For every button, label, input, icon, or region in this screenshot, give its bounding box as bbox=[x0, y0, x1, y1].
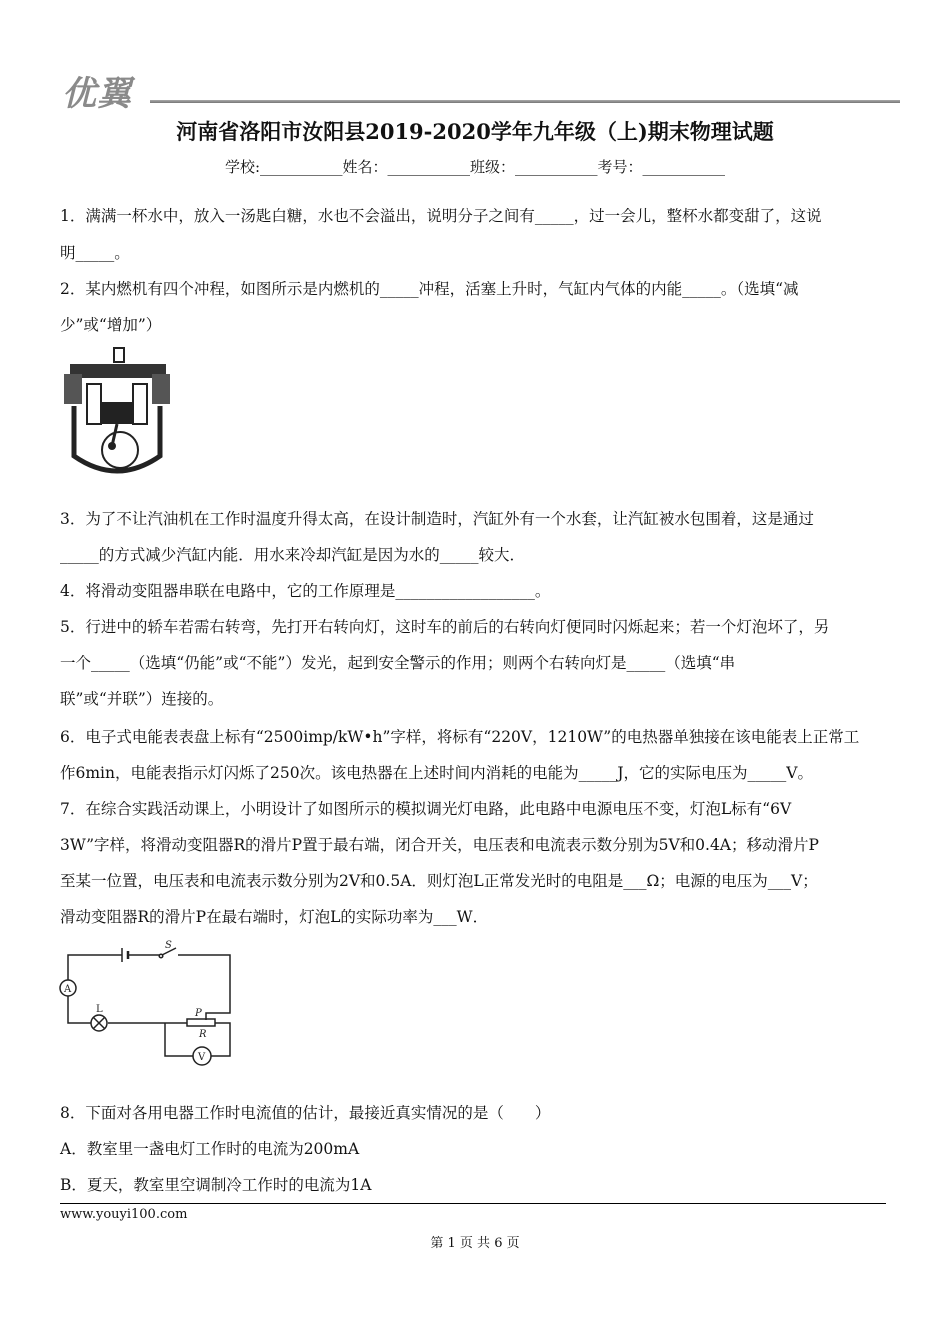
question-line: 4．将滑动变阻器串联在电路中，它的工作原理是__________________。 bbox=[60, 582, 551, 600]
lamp-label: L bbox=[96, 1004, 103, 1015]
question-line: 6．电子式电能表表盘上标有“2500imp/kW•h”字样，将标有“220V，1210W”的电热器单独接在该电能表上正常工 bbox=[60, 728, 860, 746]
voltmeter-label: V bbox=[198, 1052, 206, 1063]
option-line: B．夏天，教室里空调制冷工作时的电流为1A bbox=[60, 1176, 372, 1194]
question-line: 滑动变阻器R的滑片P在最右端时，灯泡L的实际功率为___W． bbox=[60, 908, 489, 926]
logo: 优翼 bbox=[62, 74, 132, 114]
engine-diagram bbox=[62, 346, 172, 480]
header-divider bbox=[150, 100, 900, 103]
question-line: 作6min，电能表指示灯闪烁了250次。该电热器在上述时间内消耗的电能为_____J，它的实际电压为_____V。 bbox=[60, 764, 813, 782]
page-title: 河南省洛阳市汝阳县2019-2020学年九年级（上)期末物理试题 bbox=[176, 119, 774, 144]
circuit-diagram bbox=[50, 940, 250, 1070]
option-line: A．教室里一盏电灯工作时的电流为200mA bbox=[60, 1140, 360, 1158]
question-line: 8．下面对各用电器工作时电流值的估计，最接近真实情况的是（ ） bbox=[60, 1104, 551, 1122]
question-line: 7．在综合实践活动课上，小明设计了如图所示的模拟调光灯电路，此电路中电源电压不变，灯泡L标有“6V bbox=[60, 800, 792, 818]
question-line: 明_____。 bbox=[60, 244, 130, 262]
switch-label: S bbox=[165, 940, 172, 951]
question-line: _____的方式减少汽缸内能．用水来冷却汽缸是因为水的_____较大． bbox=[60, 546, 526, 564]
question-line: 3．为了不让汽油机在工作时温度升得太高，在设计制造时，汽缸外有一个水套，让汽缸被水包围着，这是通过 bbox=[60, 510, 814, 528]
question-line: 5．行进中的轿车若需右转弯，先打开右转向灯，这时车的前后的右转向灯便同时闪烁起来；若一个灯泡坏了，另 bbox=[60, 618, 830, 636]
student-info-line: 学校:___________姓名：___________班级：___________考号：___________ bbox=[224, 158, 726, 176]
ammeter-label: A bbox=[64, 984, 72, 995]
question-line: 2．某内燃机有四个冲程，如图所示是内燃机的_____冲程，活塞上升时，气缸内气体的内能_____。（选填“减 bbox=[60, 280, 799, 298]
page-number: 第 1 页 共 6 页 bbox=[430, 1236, 520, 1251]
question-line: 1．满满一杯水中，放入一汤匙白糖，水也不会溢出，说明分子之间有_____，过一会儿，整杯水都变甜了，这说 bbox=[60, 207, 822, 225]
question-line: 少”或“增加”） bbox=[60, 316, 162, 334]
question-line: 一个_____（选填“仍能”或“不能”）发光，起到安全警示的作用；则两个右转向灯是_____（选填“串 bbox=[60, 654, 736, 672]
resistor-label: R bbox=[199, 1029, 207, 1040]
footer-divider bbox=[60, 1203, 886, 1204]
question-line: 联”或“并联”）连接的。 bbox=[60, 690, 224, 708]
question-line: 3W”字样，将滑动变阻器R的滑片P置于最右端，闭合开关，电压表和电流表示数分别为5V和0.4A；移动滑片P bbox=[60, 836, 819, 854]
slider-label: P bbox=[195, 1008, 202, 1019]
footer-site: www.youyi100.com bbox=[60, 1207, 188, 1222]
question-line: 至某一位置，电压表和电流表示数分别为2V和0.5A．则灯泡L正常发光时的电阻是___Ω；电源的电压为___V； bbox=[60, 872, 818, 890]
